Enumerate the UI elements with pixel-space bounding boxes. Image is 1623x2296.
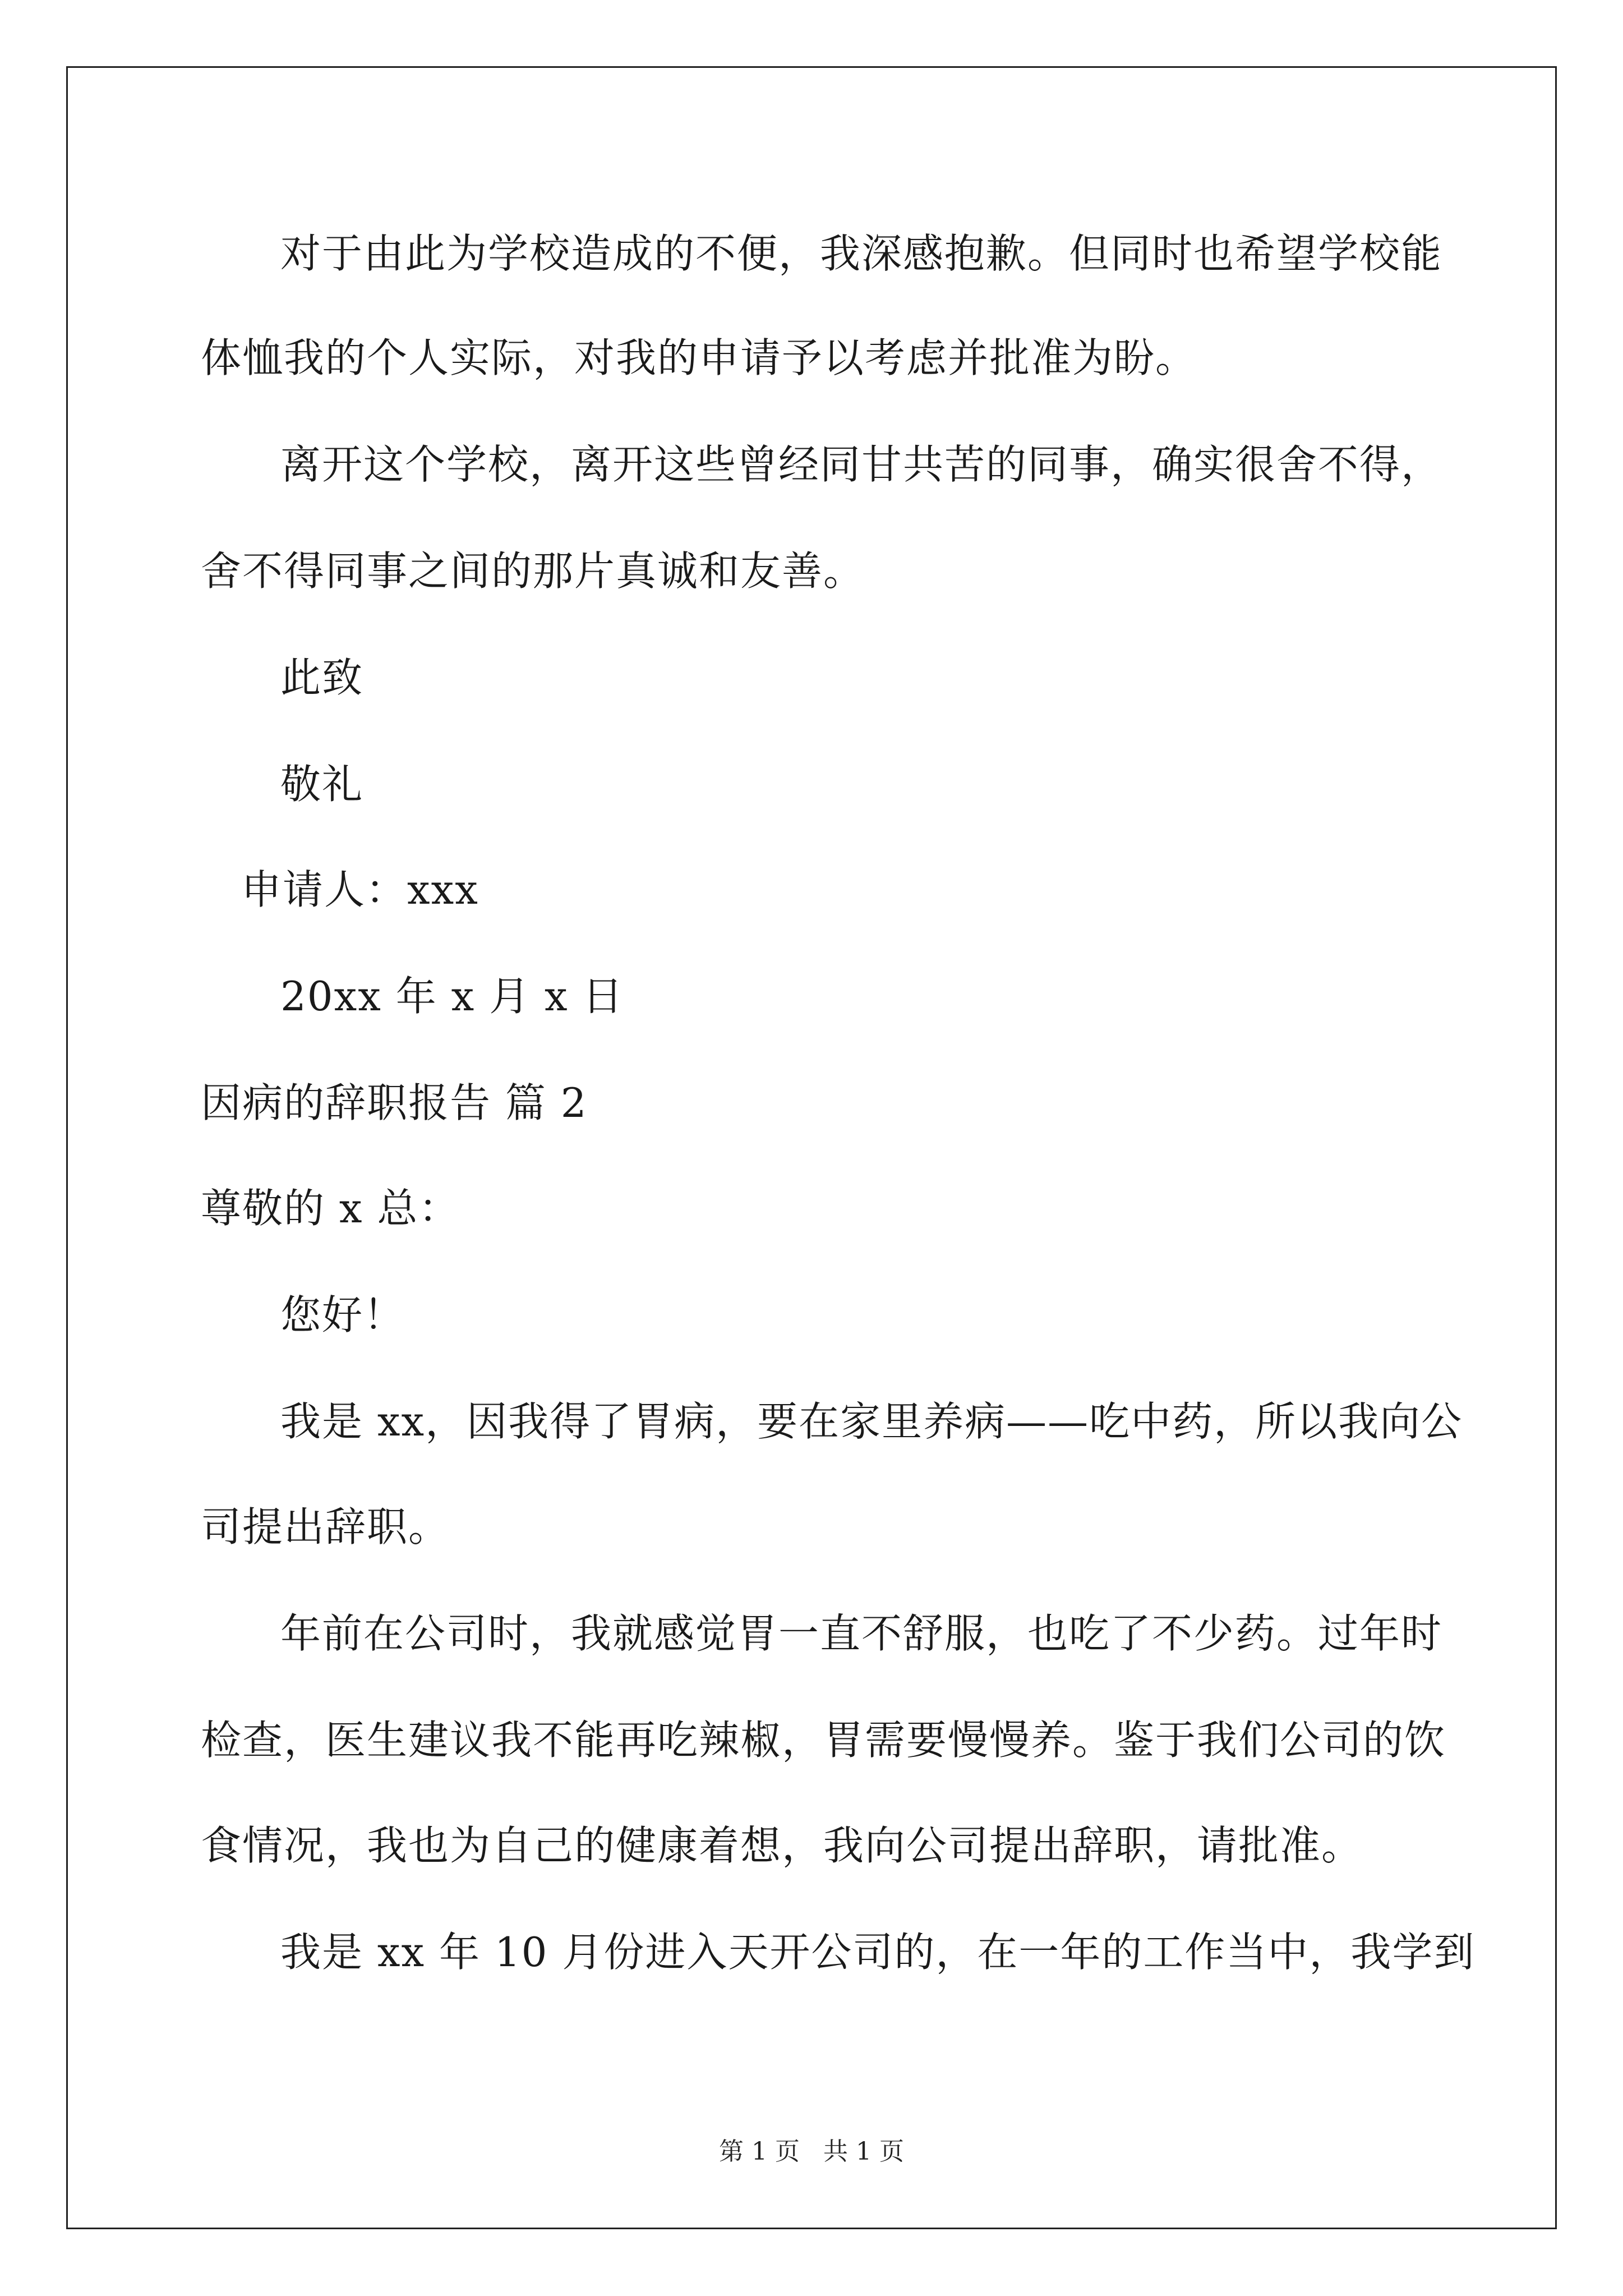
date-line: 20xx 年 x 月 x 日 — [280, 973, 624, 1020]
paragraph-line: 对于由此为学校造成的不便，我深感抱歉。但同时也希望学校能 — [280, 230, 1443, 277]
paragraph-line: 年前在公司时，我就感觉胃一直不舒服，也吃了不少药。过年时 — [280, 1610, 1443, 1657]
salutation: 尊敬的 x 总： — [201, 1185, 460, 1232]
paragraph-line: 离开这个学校，离开这些曾经同甘共苦的同事，确实很舍不得， — [280, 441, 1443, 488]
closing-line: 此致 — [280, 654, 364, 701]
paragraph-line: 食情况，我也为自己的健康着想，我向公司提出辞职，请批准。 — [201, 1822, 1363, 1869]
page-number: 第 1 页 — [719, 2137, 800, 2166]
applicant-line: 申请人：xxx — [241, 866, 479, 913]
closing-line: 敬礼 — [280, 761, 364, 808]
paragraph-line: 体恤我的个人实际，对我的申请予以考虑并批准为盼。 — [201, 334, 1197, 381]
page-footer — [0, 2136, 1623, 2168]
paragraph-line: 舍不得同事之间的那片真诚和友善。 — [201, 547, 865, 595]
paragraph-line: 我是 xx 年 10 月份进入天开公司的，在一年的工作当中，我学到 — [280, 1929, 1476, 1976]
page-total: 共 1 页 — [823, 2137, 904, 2166]
paragraph-line: 我是 xx，因我得了胃病，要在家里养病——吃中药，所以我向公 — [280, 1398, 1463, 1445]
paragraph-line: 司提出辞职。 — [201, 1503, 450, 1550]
greeting: 您好！ — [280, 1291, 405, 1338]
paragraph-line: 检查，医生建议我不能再吃辣椒，胃需要慢慢养。鉴于我们公司的饮 — [201, 1717, 1446, 1764]
section-title: 因病的辞职报告 篇 2 — [201, 1079, 588, 1126]
page-border — [66, 66, 1557, 2229]
